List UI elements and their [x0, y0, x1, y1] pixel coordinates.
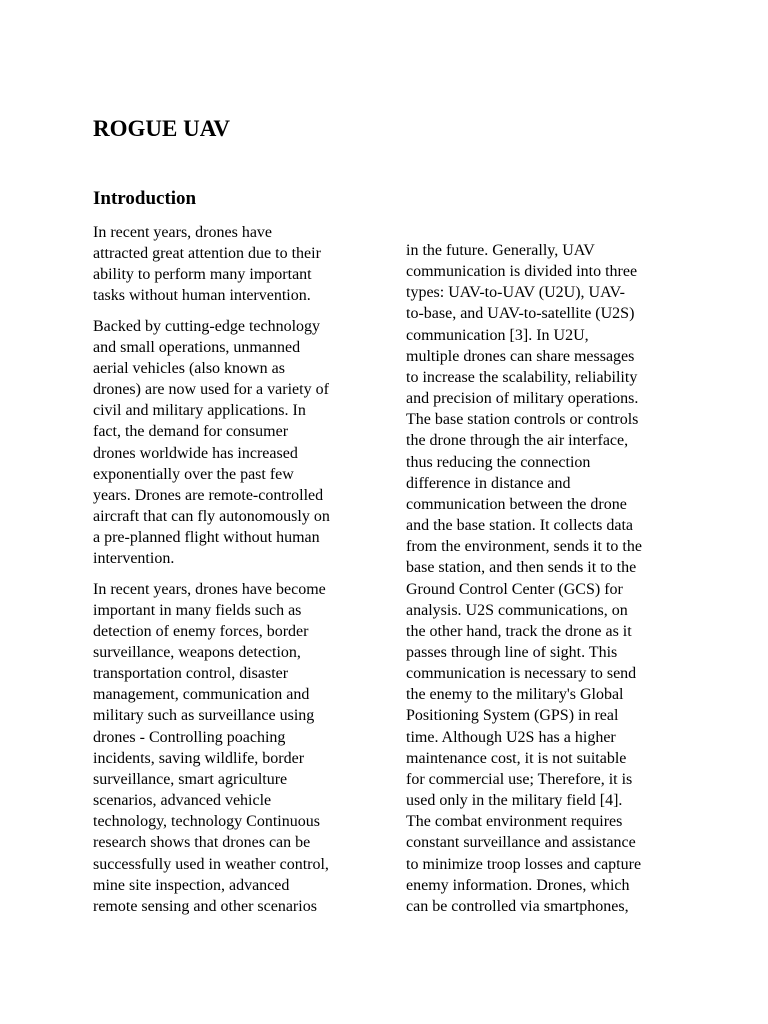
section-heading-introduction: Introduction [93, 188, 197, 209]
text-line: drones) are now used for a variety of [93, 381, 329, 399]
text-line: drones worldwide has increased [93, 444, 298, 462]
text-line: from the environment, sends it to the [406, 538, 642, 556]
text-line: maintenance cost, it is not suitable [406, 749, 627, 767]
text-line: communication is divided into three [406, 263, 638, 281]
text-line: communication [3]. In U2U, [406, 326, 589, 344]
text-line: attracted great attention due to their [93, 245, 321, 263]
text-line: In recent years, drones have become [93, 580, 326, 598]
text-line: fact, the demand for consumer [93, 423, 289, 441]
text-line: The combat environment requires [406, 813, 623, 831]
text-line: in the future. Generally, UAV [406, 242, 595, 259]
text-line: communication between the drone [406, 495, 627, 513]
text-line: a pre-planned flight without human [93, 529, 320, 547]
text-line: surveillance, weapons detection, [93, 643, 301, 661]
text-line: In recent years, drones have [93, 224, 273, 241]
text-line: and precision of military operations. [406, 390, 639, 408]
text-line: The base station controls or controls [406, 411, 639, 429]
text-line: incidents, saving wildlife, border [93, 749, 305, 767]
text-line: drones - Controlling poaching [93, 728, 286, 746]
text-line: the other hand, track the drone as it [406, 622, 632, 640]
text-line: multiple drones can share messages [406, 347, 635, 365]
text-line: mine site inspection, advanced [93, 876, 290, 894]
text-line: Backed by cutting-edge technology [93, 317, 321, 335]
text-line: used only in the military field [4]. [406, 792, 623, 810]
document-title: ROGUE UAV [93, 116, 230, 141]
text-line: exponentially over the past few [93, 465, 294, 483]
text-line: important in many fields such as [93, 601, 302, 619]
text-line: constant surveillance and assistance [406, 834, 636, 852]
text-line: to increase the scalability, reliability [406, 368, 638, 386]
right-text-column [406, 240, 686, 926]
left-text-column [93, 222, 373, 926]
text-line: and the base station. It collects data [406, 517, 634, 535]
text-line: for commercial use; Therefore, it is [406, 770, 633, 788]
text-line: analysis. U2S communications, on [406, 601, 628, 619]
text-line: enemy information. Drones, which [406, 876, 630, 894]
paragraph [406, 240, 686, 917]
text-line: can be controlled via smartphones, [406, 897, 629, 915]
text-line: to minimize troop losses and capture [406, 855, 642, 873]
text-line: communication is necessary to send [406, 665, 637, 683]
text-line: remote sensing and other scenarios [93, 897, 317, 915]
text-line: aerial vehicles (also known as [93, 359, 285, 377]
paragraph [93, 316, 373, 570]
text-line: ability to perform many important [93, 266, 312, 284]
text-line: technology, technology Continuous [93, 813, 320, 831]
text-line: to-base, and UAV-to-satellite (U2S) [406, 305, 635, 323]
text-line: time. Although U2S has a higher [406, 728, 616, 746]
text-line: transportation control, disaster [93, 665, 289, 683]
text-line: management, communication and [93, 686, 310, 704]
text-line: years. Drones are remote-controlled [93, 486, 324, 504]
text-line: thus reducing the connection [406, 453, 591, 471]
text-line: the drone through the air interface, [406, 432, 629, 450]
text-line: aircraft that can fly autonomously on [93, 508, 330, 526]
text-line: base station, and then sends it to the [406, 559, 637, 577]
paragraph [93, 579, 373, 918]
text-line: surveillance, smart agriculture [93, 770, 288, 788]
text-line: types: UAV-to-UAV (U2U), UAV- [406, 284, 625, 302]
text-line: intervention. [93, 550, 175, 568]
text-line: and small operations, unmanned [93, 338, 301, 356]
text-line: Ground Control Center (GCS) for [406, 580, 623, 598]
text-line: successfully used in weather control, [93, 855, 329, 873]
text-line: civil and military applications. In [93, 402, 306, 420]
text-line: military such as surveillance using [93, 707, 315, 725]
text-line: tasks without human intervention. [93, 287, 311, 305]
text-line: difference in distance and [406, 474, 571, 492]
text-line: Positioning System (GPS) in real [406, 707, 619, 725]
text-line: detection of enemy forces, border [93, 622, 309, 640]
text-line: the enemy to the military's Global [406, 686, 624, 704]
text-line: research shows that drones can be [93, 834, 311, 852]
paragraph [93, 222, 373, 307]
text-line: scenarios, advanced vehicle [93, 792, 272, 810]
text-line: passes through line of sight. This [406, 643, 618, 661]
